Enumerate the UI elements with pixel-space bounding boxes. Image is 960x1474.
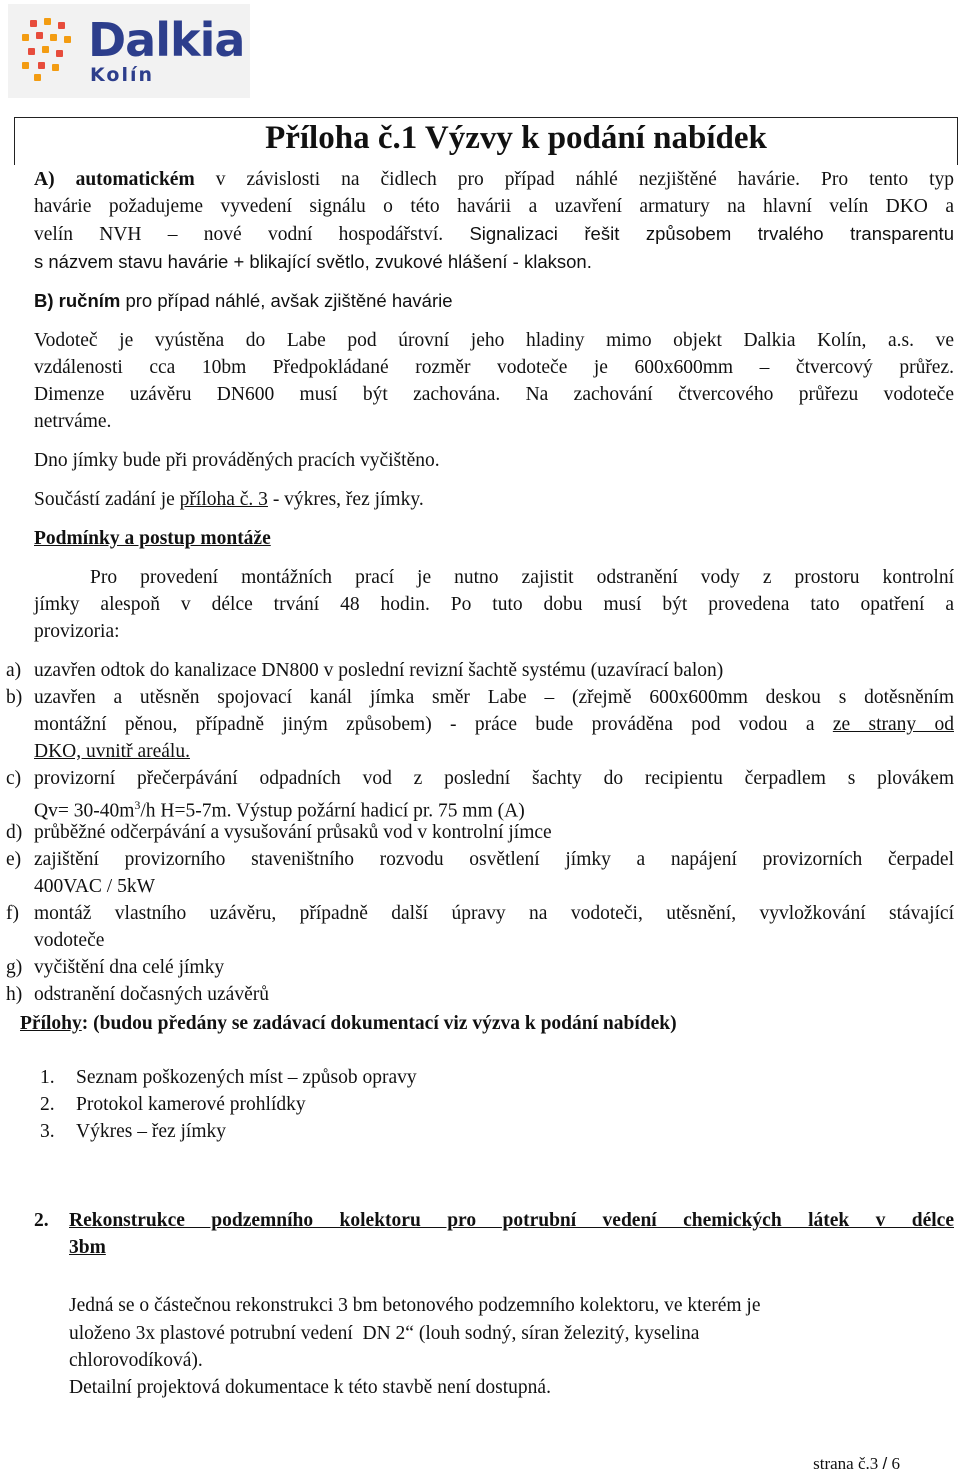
podminky-heading: Podmínky a postup montáže xyxy=(34,528,271,549)
section-2-paragraph-line-2: uloženo 3x plastové potrubní vedení DN 2“ (louh sodný, síran železitý, kyselina xyxy=(69,1323,700,1344)
list-item-e-line-2: 400VAC / 5kW xyxy=(34,876,155,897)
logo xyxy=(8,4,250,98)
dno-paragraph: Dno jímky bude při prováděných pracích vyčištěno. xyxy=(34,450,440,471)
podminky-line-1: Pro provedení montážních prací je nutno zajistit odstranění vody z prostoru kontrolní xyxy=(90,567,954,588)
vodotec-line-4: netrváme. xyxy=(34,411,112,432)
podminky-line-3: provizoria: xyxy=(34,621,120,642)
list-item-b-line-2: montážní pěnou, případně jiným způsobem) - práce bude prováděna pod vodou a ze strany od xyxy=(34,714,954,735)
logo-city: Kolín xyxy=(90,64,154,86)
attachment-link[interactable]: příloha č. 3 xyxy=(179,489,268,510)
section-2-heading-line-1: Rekonstrukce podzemního kolektoru pro potrubní vedení chemických látek v délce xyxy=(69,1210,954,1231)
section-a-line-3: velín NVH – nové vodní hospodářství. Signalizaci řešit způsobem trvalého transparentu xyxy=(34,223,954,245)
attachment-item: 3. Výkres – řez jímky xyxy=(40,1121,227,1142)
section-2-paragraph-line-3: chlorovodíková). xyxy=(69,1350,203,1371)
logo-dots-icon xyxy=(20,18,82,80)
list-item-f-line-2: vodoteče xyxy=(34,930,105,951)
section-a-lead: A) automatickém xyxy=(34,169,195,190)
section-a-line-1: A) automatickém v závislosti na čidlech pro případ náhlé nezjištěné havárie. Pro tento typ xyxy=(34,169,955,190)
page-number: strana č.3 / 6 xyxy=(813,1454,900,1473)
section-a-line-2: havárie požadujeme vyvedení signálu o této havárii a uzavření armatury na hlavní velín DKO a xyxy=(34,196,954,217)
section-b-lead: B) ručním xyxy=(34,290,121,311)
soucasti-paragraph: Součástí zadání je příloha č. 3 - výkres, řez jímky. xyxy=(34,489,424,510)
section-b: B) ručním pro případ náhlé, avšak zjištěné havárie xyxy=(34,290,453,311)
logo-name: Dalkia xyxy=(88,13,245,67)
list-item-c-line-2: $Qv= 30-40m^3/h$ H=5-7m. Výstup požární hadicí pr. 75 mm (A) xyxy=(34,798,525,822)
page-title: Příloha č.1 Výzvy k podání nabídek xyxy=(265,120,767,156)
podminky-line-2: jímky alespoň v délce trvání 48 hodin. Po tuto dobu musí být provedena tato opatření a xyxy=(34,594,954,615)
attachment-item: 1. Seznam poškozených míst – způsob opravy xyxy=(40,1067,417,1088)
prilohy-heading: Přílohy: (budou předány se zadávací dokumentací viz výzva k podání nabídek) xyxy=(20,1013,677,1034)
section-a-line-4: s názvem stavu havárie + blikající světlo, zvukové hlášení - klakson. xyxy=(34,251,592,272)
section-2-heading-line-2: 3bm xyxy=(69,1237,106,1258)
section-2-paragraph-line-4: Detailní projektová dokumentace k této stavbě není dostupná. xyxy=(69,1377,551,1398)
section-2-paragraph-line-1: Jedná se o částečnou rekonstrukci 3 bm betonového podzemního kolektoru, ve kterém je xyxy=(69,1295,761,1316)
attachment-item: 2. Protokol kamerové prohlídky xyxy=(40,1094,306,1115)
vodotec-line-3: Dimenze uzávěru DN600 musí být zachována. Na zachování čtvercového průřezu vodoteče xyxy=(34,384,954,405)
list-item-b-line-3: DKO, uvnitř areálu. xyxy=(34,741,190,762)
section-2-number: 2. xyxy=(34,1210,49,1231)
vodotec-line-2: vzdálenosti cca 10bm Předpokládané rozměr vodoteče je 600x600mm – čtvercový průřez. xyxy=(34,357,954,378)
vodotec-line-1: Vodoteč je vyústěna do Labe pod úrovní jeho hladiny mimo objekt Dalkia Kolín, a.s. ve xyxy=(34,330,954,351)
